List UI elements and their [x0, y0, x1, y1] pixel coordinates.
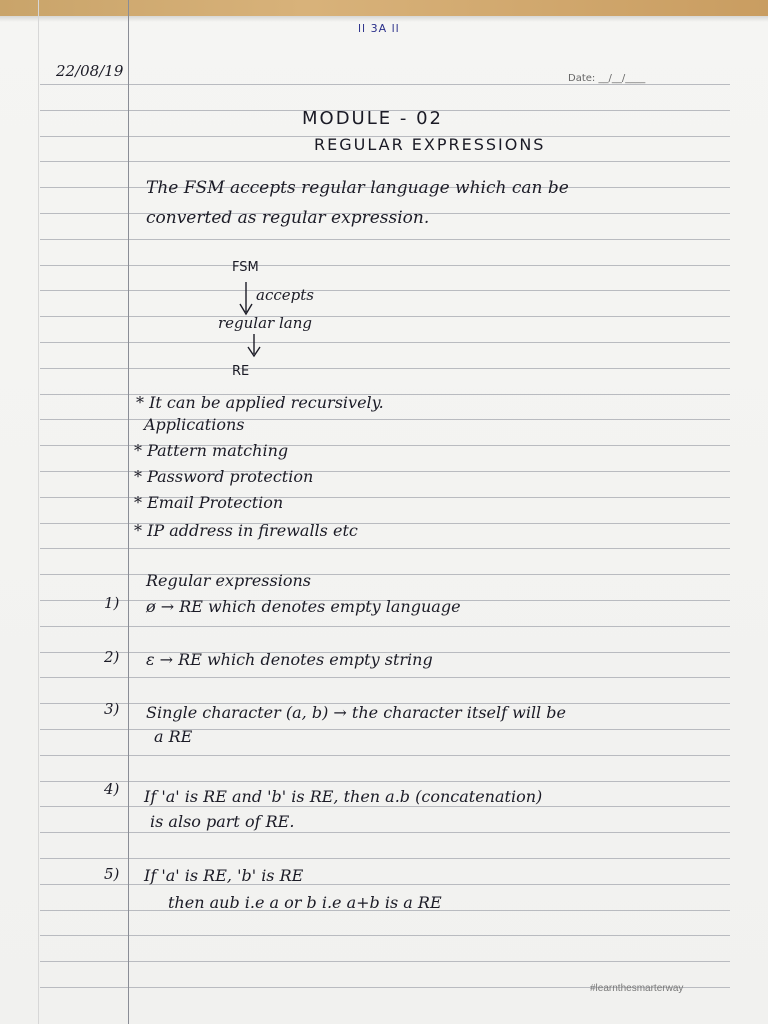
recursive-note: * It can be applied recursively.	[136, 393, 384, 412]
ruled-line	[40, 677, 730, 678]
ruled-line	[40, 574, 730, 575]
footer-hashtag: #learnthesmarterway	[590, 983, 684, 994]
ruled-line	[40, 781, 730, 782]
regex-item-line: If 'a' is RE, 'b' is RE	[144, 866, 304, 885]
ruled-line	[40, 342, 730, 343]
regex-item-line: then aub i.e a or b i.e a+b is a RE	[168, 893, 442, 912]
intro-line-1: The FSM accepts regular language which can be	[146, 178, 569, 198]
ruled-line	[40, 935, 730, 936]
ruled-line	[40, 755, 730, 756]
subject-title: REGULAR EXPRESSIONS	[314, 135, 546, 154]
ruled-line	[40, 161, 730, 162]
date-field: Date: __/__/____	[568, 73, 646, 84]
module-title: MODULE - 02	[302, 108, 443, 129]
regex-item-line: a RE	[154, 727, 193, 746]
regex-item-line: If 'a' is RE and 'b' is RE, then a.b (concatenation)	[144, 787, 543, 806]
ruled-line	[40, 265, 730, 266]
flow-node-fsm: FSM	[232, 260, 259, 275]
intro-line-2: converted as regular expression.	[146, 208, 430, 228]
application-item: * Email Protection	[134, 493, 284, 512]
ruled-line	[40, 858, 730, 859]
ruled-line	[40, 84, 730, 85]
ruled-line	[40, 290, 730, 291]
ruled-line	[40, 316, 730, 317]
regex-item-number: 3)	[104, 700, 120, 718]
ruled-line	[40, 806, 730, 807]
flow-node-re: RE	[232, 364, 250, 379]
flow-edge-label: accepts	[256, 286, 314, 304]
ruled-line	[40, 239, 730, 240]
page-left-edge	[38, 0, 39, 1024]
application-item: * Pattern matching	[134, 441, 289, 460]
down-arrow-icon	[246, 334, 266, 364]
regex-item-number: 4)	[104, 780, 120, 798]
applications-heading: Applications	[144, 415, 245, 434]
regex-item-number: 2)	[104, 648, 120, 666]
regex-item-line: ε → RE which denotes empty string	[146, 650, 433, 669]
margin-line	[128, 0, 129, 1024]
ruled-line	[40, 368, 730, 369]
ruled-line	[40, 832, 730, 833]
ruled-line	[40, 548, 730, 549]
regex-item-line: ø → RE which denotes empty language	[146, 597, 461, 616]
written-date: 22/08/19	[56, 62, 124, 80]
top-mark: ll 3A ll	[358, 22, 400, 35]
regex-item-number: 1)	[104, 594, 120, 612]
ruled-line	[40, 961, 730, 962]
ruled-line	[40, 729, 730, 730]
regex-heading: Regular expressions	[146, 571, 311, 590]
notebook-top-edge	[0, 0, 768, 16]
application-item: * IP address in firewalls etc	[134, 521, 358, 540]
ruled-line	[40, 626, 730, 627]
regex-item-number: 5)	[104, 865, 120, 883]
application-item: * Password protection	[134, 467, 314, 486]
regex-item-line: is also part of RE.	[150, 812, 295, 831]
regex-item-line: Single character (a, b) → the character itself will be	[146, 703, 566, 722]
flow-node-lang: regular lang	[218, 314, 312, 332]
